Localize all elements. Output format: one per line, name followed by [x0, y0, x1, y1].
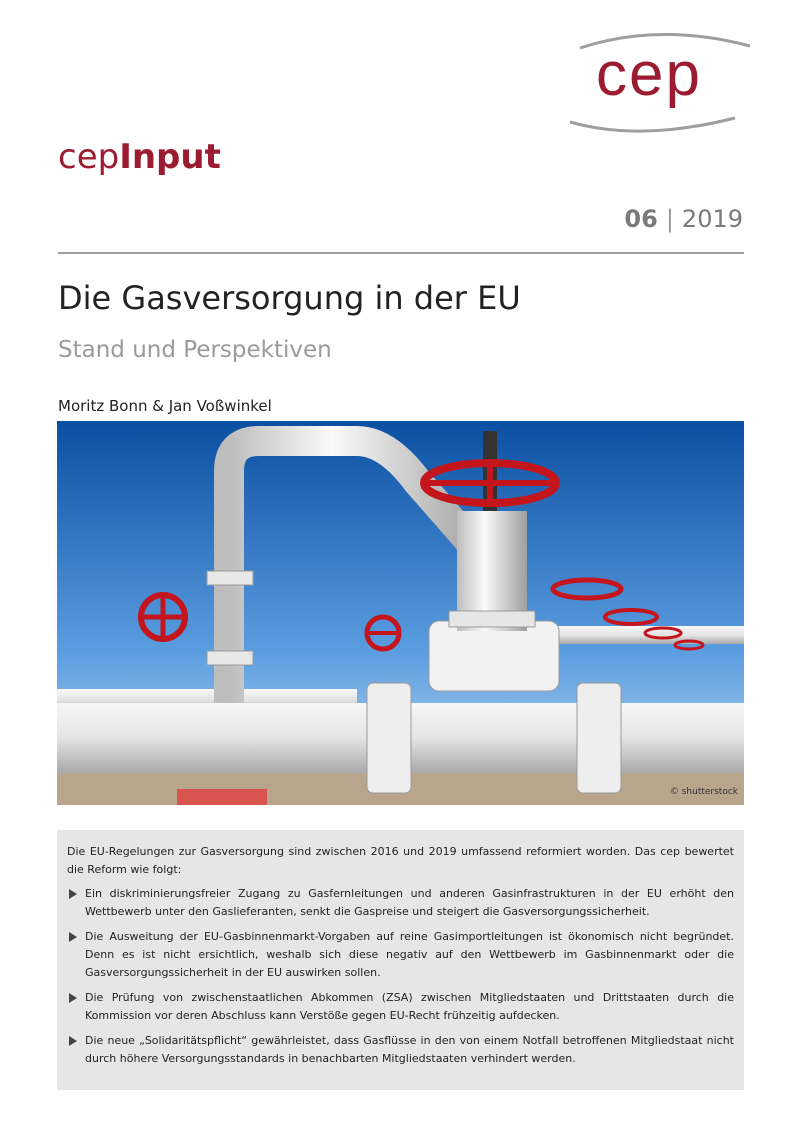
header-divider [58, 252, 744, 254]
valve-wheel-large [424, 463, 556, 503]
logo-text: cep [596, 40, 702, 109]
cep-logo [560, 30, 760, 140]
issue-separator: | [665, 205, 674, 233]
summary-point-text: Die Ausweitung der EU-Gasbinnenmarkt-Vorgaben auf reine Gasimportleitungen ist ökonomisch nicht begründet. Denn es ist nicht ersichtlich, weshalb sich diese negativ auf den Wettbewerb im Gasbinnenmarkt oder die Gasversorgungssicherheit in der EU auswirken sollen. [85, 930, 734, 979]
triangle-bullet-icon [69, 889, 77, 899]
issue-year: 2019 [681, 205, 743, 233]
pipeline-illustration [57, 421, 744, 805]
summary-point [67, 928, 734, 982]
page-title: Die Gasversorgung in der EU [58, 279, 521, 317]
summary-box [57, 830, 744, 1090]
summary-point-text: Ein diskriminierungsfreier Zugang zu Gasfernleitungen und anderen Gasinfrastrukturen in der EU erhöht den Wettbewerb unter den Gaslieferanten, senkt die Gaspreise und steigert die Gasversorgungssicherheit. [85, 887, 734, 918]
summary-intro: Die EU-Regelungen zur Gasversorgung sind zwischen 2016 und 2019 umfassend reformiert worden. Das cep bewertet die Reform wie folgt: [67, 845, 734, 876]
summary-point [67, 1032, 734, 1068]
summary-point [67, 885, 734, 921]
page-subtitle: Stand und Perspektiven [58, 337, 332, 363]
summary-point [67, 989, 734, 1025]
authors: Moritz Bonn & Jan Voßwinkel [58, 397, 272, 415]
triangle-bullet-icon [69, 1036, 77, 1046]
summary-list [67, 885, 734, 1068]
summary-point-text: Die neue „Solidaritätspflicht“ gewährleistet, dass Gasflüsse in den von einem Notfall betroffenen Mitgliedstaat nicht durch höhere Versorgungsstandards in benachbarten Mitgliedstaaten verhindert werden. [85, 1034, 734, 1065]
summary-point-text: Die Prüfung von zwischenstaatlichen Abkommen (ZSA) zwischen Mitgliedstaaten und Drittstaaten durch die Kommission vor deren Abschluss kann Verstöße gegen EU-Recht frühzeitig aufdecken. [85, 991, 734, 1022]
series-name [58, 137, 221, 177]
valve-wheel-left [141, 595, 185, 639]
cover-photo [57, 421, 744, 805]
issue-num: 06 [624, 205, 658, 233]
triangle-bullet-icon [69, 993, 77, 1003]
photo-credit: © shutterstock [669, 787, 738, 797]
series-suffix: Input [119, 137, 221, 177]
issue-number [624, 205, 743, 233]
series-prefix: cep [58, 137, 120, 177]
triangle-bullet-icon [69, 932, 77, 942]
